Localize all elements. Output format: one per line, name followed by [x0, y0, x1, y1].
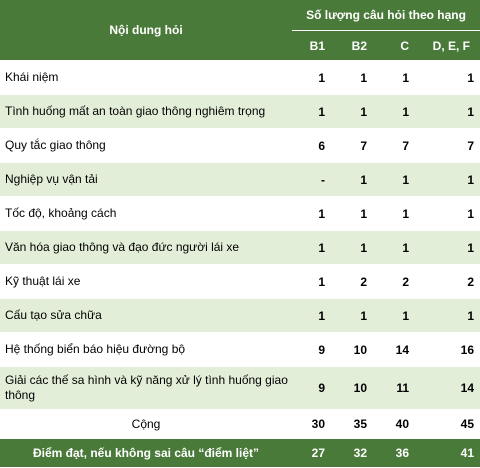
table-row: [0, 265, 480, 299]
total-value-c: 40: [377, 410, 419, 439]
table-row: [0, 61, 480, 95]
row-topic: Tình huống mất an toàn giao thông nghiêm trọng: [0, 95, 292, 129]
row-value-def: 1: [419, 61, 480, 95]
class-header-b1: B1: [292, 31, 335, 61]
row-value-c: 1: [377, 163, 419, 197]
row-value-c: 1: [377, 231, 419, 265]
total-value-def: 45: [419, 410, 480, 439]
row-value-def: 1: [419, 197, 480, 231]
row-value-c: 1: [377, 299, 419, 333]
row-value-def: 2: [419, 265, 480, 299]
row-value-def: 16: [419, 333, 480, 367]
row-value-b1: -: [292, 163, 335, 197]
table-row: [0, 231, 480, 265]
row-value-b1: 1: [292, 265, 335, 299]
row-value-def: 1: [419, 163, 480, 197]
class-header-def: D, E, F: [419, 31, 480, 61]
total-value-b2: 35: [335, 410, 377, 439]
row-value-b1: 1: [292, 197, 335, 231]
row-value-c: 14: [377, 333, 419, 367]
row-value-b2: 1: [335, 163, 377, 197]
row-value-def: 1: [419, 299, 480, 333]
row-value-c: 7: [377, 129, 419, 163]
class-header-c: C: [377, 31, 419, 61]
total-value-b1: 30: [292, 410, 335, 439]
row-value-b2: 2: [335, 265, 377, 299]
total-row: [0, 410, 480, 439]
pass-score-row: [0, 439, 480, 468]
row-topic: Giải các thế sa hình và kỹ năng xử lý tình huống giao thông: [0, 367, 292, 410]
row-topic: Hệ thống biển báo hiệu đường bộ: [0, 333, 292, 367]
row-topic: Kỹ thuật lái xe: [0, 265, 292, 299]
row-value-b1: 1: [292, 61, 335, 95]
row-value-b2: 1: [335, 231, 377, 265]
pass-value-b2: 32: [335, 439, 377, 468]
table-row: [0, 197, 480, 231]
row-value-b2: 7: [335, 129, 377, 163]
row-value-def: 7: [419, 129, 480, 163]
class-header-b2: B2: [335, 31, 377, 61]
table-row: [0, 299, 480, 333]
table-body: [0, 61, 480, 468]
pass-value-c: 36: [377, 439, 419, 468]
pass-label: Điểm đạt, nếu không sai câu “điểm liệt”: [0, 439, 292, 468]
table-row: [0, 367, 480, 410]
table-row: [0, 163, 480, 197]
row-value-def: 14: [419, 367, 480, 410]
row-value-b1: 6: [292, 129, 335, 163]
row-topic: Văn hóa giao thông và đạo đức người lái xe: [0, 231, 292, 265]
row-value-b2: 1: [335, 197, 377, 231]
row-value-b1: 1: [292, 299, 335, 333]
row-value-b2: 1: [335, 299, 377, 333]
row-value-b1: 1: [292, 95, 335, 129]
row-topic: Khái niệm: [0, 61, 292, 95]
class-group-header: Số lượng câu hỏi theo hạng: [292, 0, 480, 31]
total-label: Cộng: [0, 410, 292, 439]
topic-column-header: Nội dung hỏi: [0, 0, 292, 61]
row-topic: Quy tắc giao thông: [0, 129, 292, 163]
row-value-c: 1: [377, 95, 419, 129]
row-topic: Tốc độ, khoảng cách: [0, 197, 292, 231]
row-topic: Cấu tạo sửa chữa: [0, 299, 292, 333]
row-value-c: 2: [377, 265, 419, 299]
row-topic: Nghiệp vụ vận tải: [0, 163, 292, 197]
table-row: [0, 95, 480, 129]
table-row: [0, 333, 480, 367]
table-header: [0, 0, 480, 61]
row-value-b1: 1: [292, 231, 335, 265]
row-value-c: 1: [377, 61, 419, 95]
row-value-b2: 10: [335, 333, 377, 367]
row-value-b1: 9: [292, 333, 335, 367]
row-value-b1: 9: [292, 367, 335, 410]
row-value-def: 1: [419, 231, 480, 265]
pass-value-def: 41: [419, 439, 480, 468]
row-value-b2: 1: [335, 61, 377, 95]
row-value-b2: 10: [335, 367, 377, 410]
row-value-def: 1: [419, 95, 480, 129]
row-value-c: 1: [377, 197, 419, 231]
table-row: [0, 129, 480, 163]
pass-value-b1: 27: [292, 439, 335, 468]
row-value-c: 11: [377, 367, 419, 410]
row-value-b2: 1: [335, 95, 377, 129]
